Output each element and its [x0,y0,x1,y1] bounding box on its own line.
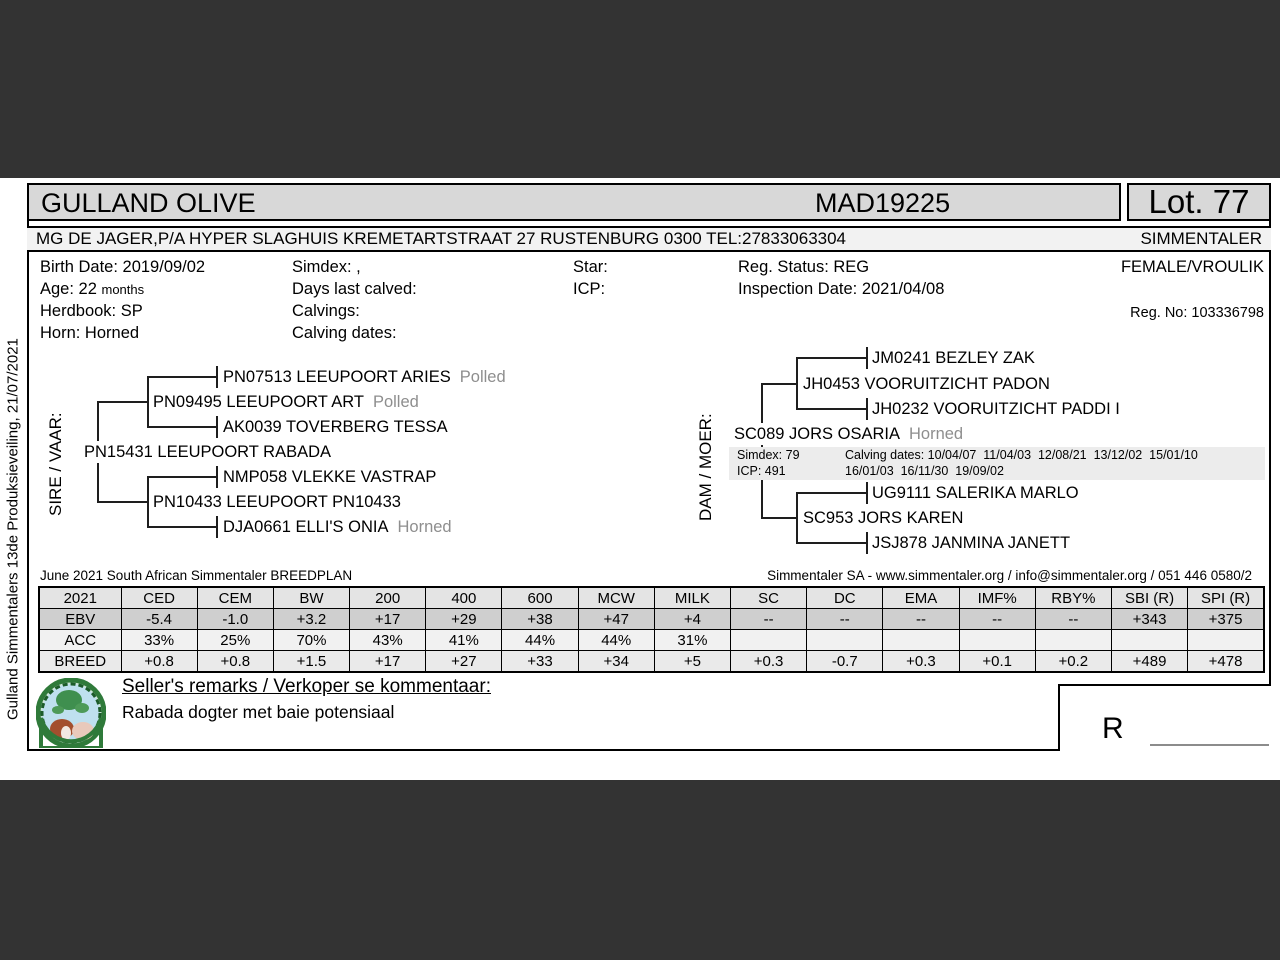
breedplan-value-cell: 25% [197,630,273,651]
breedplan-value-cell: 70% [273,630,349,651]
pedigree-line [216,416,218,438]
dam-label: DAM / MOER: [696,413,715,521]
pedigree-line [796,492,866,494]
reg-status: Reg. Status: REG [738,258,870,276]
pedigree-line [147,426,217,428]
sire-gd-sire-name: NMP058 VLEKKE VASTRAP [223,466,440,488]
price-box-left-border [1058,684,1060,751]
pedigree-line [866,532,868,554]
breedplan-value-cell: +0.3 [731,651,807,673]
seller-address-strip [27,226,1271,252]
simmentaler-contact-caption: Simmentaler SA - www.simmentaler.org / info@simmentaler.org / 051 446 0580/2 [767,568,1252,583]
birth-date: Birth Date: 2019/09/02 [40,258,206,276]
breedplan-value-cell: +47 [578,609,654,630]
pedigree-line [796,408,866,410]
breed-name: SIMMENTALER [1140,229,1262,248]
breedplan-value-cell: -- [959,609,1035,630]
polled-tag: Polled [459,368,506,386]
pedigree-line [866,347,868,369]
dam-gd-dam-name: JSJ878 JANMINA JANETT [872,532,1074,554]
pedigree-line [147,376,217,378]
breedplan-value-cell [883,630,959,651]
sire-ggs-name: PN07513 LEEUPOORT ARIES Polled [223,366,510,388]
pedigree-line [866,482,868,504]
breedplan-value-cell: +38 [502,609,578,630]
breedplan-value-cell: +3.2 [273,609,349,630]
breedplan-col-header: SPI (R) [1188,587,1264,609]
seller-address: MG DE JAGER,P/A HYPER SLAGHUIS KREMETARTSTRAAT 27 RUSTENBURG 0300 TEL:27833063304 [36,229,847,248]
breedplan-value-cell: +0.1 [959,651,1035,673]
dam-gs-dam-name: JH0232 VOORUITZICHT PADDI I [872,398,1124,420]
sire-gd-dam-name: DJA0661 ELLI'S ONIA Horned [223,516,456,538]
dam-calving-dates-line1: Calving dates: 10/04/07 11/04/03 12/08/21 13/12/02 15/01/10 [845,448,1198,462]
breedplan-value-cell: +0.2 [1035,651,1111,673]
horn-status: Horn: Horned [40,324,140,342]
breedplan-col-header: 600 [502,587,578,609]
days-last-calved: Days last calved: [292,280,417,298]
top-background-band [0,0,1280,178]
pedigree-line [216,466,218,488]
dam-calving-dates-line2: 16/01/03 16/11/30 19/09/02 [845,464,1004,478]
breedplan-row-acc [39,630,1264,651]
pedigree-line [216,516,218,538]
breedplan-value-cell: -- [807,609,883,630]
breedplan-col-header: IMF% [959,587,1035,609]
price-currency-label: R [1102,712,1124,745]
breedplan-value-cell [1035,630,1111,651]
breedplan-value-cell: -- [1035,609,1111,630]
breedplan-value-cell [1111,630,1187,651]
dam-gd-name: SC953 JORS KAREN [803,507,967,529]
breedplan-row-label: EBV [39,609,121,630]
pedigree-line [866,398,868,420]
sire-gd-name: PN10433 LEEUPOORT PN10433 [153,491,405,513]
main-box-bottom-border [27,749,1060,751]
breedplan-value-cell: +343 [1111,609,1187,630]
dam-breeding-info-box [729,447,1265,480]
breedplan-value-cell: -5.4 [121,609,197,630]
pedigree-line [147,526,217,528]
sire-gs-name: PN09495 LEEUPOORT ART Polled [153,391,423,413]
inspection-date: Inspection Date: 2021/04/08 [738,280,945,298]
price-entry-line [1150,744,1269,746]
simmentaler-sa-logo-icon [36,678,106,748]
breedplan-col-header: RBY% [1035,587,1111,609]
breedplan-value-cell: 43% [350,630,426,651]
breedplan-year-header: 2021 [39,587,121,609]
pedigree-line [147,476,149,528]
sire-label: SIRE / VAAR: [46,412,65,516]
main-box-right-border [1269,183,1271,685]
dam-name: SC089 JORS OSARIA Horned [734,423,967,445]
main-box-left-border [27,183,29,751]
breedplan-value-cell: +17 [350,609,426,630]
sire-name: PN15431 LEEUPOORT RABADA [84,441,335,463]
breedplan-col-header: SBI (R) [1111,587,1187,609]
breedplan-value-cell: +29 [426,609,502,630]
breedplan-value-cell [731,630,807,651]
price-box-top-border [1058,684,1271,686]
breedplan-value-cell: -- [883,609,959,630]
dam-icp: ICP: 491 [737,464,786,478]
breedplan-value-cell: 31% [654,630,730,651]
breedplan-row-ebv [39,609,1264,630]
pedigree-line [796,492,798,544]
polled-tag: Polled [372,393,419,411]
pedigree-line [761,383,796,385]
dam-simdex: Simdex: 79 [737,448,800,462]
animal-id: MAD19225 [815,188,951,218]
breedplan-value-cell: +0.3 [883,651,959,673]
breedplan-col-header: SC [731,587,807,609]
breedplan-value-cell: +489 [1111,651,1187,673]
simdex: Simdex: , [292,258,361,276]
pedigree-line [97,501,147,503]
animal-header-box [27,183,1121,221]
sire-ggd-name: AK0039 TOVERBERG TESSA [223,416,452,438]
dam-gs-name: JH0453 VOORUITZICHT PADON [803,373,1054,395]
breedplan-value-cell: -1.0 [197,609,273,630]
breedplan-value-cell: +33 [502,651,578,673]
breedplan-col-header: MILK [654,587,730,609]
breedplan-value-cell: +478 [1188,651,1264,673]
breedplan-value-cell: 41% [426,630,502,651]
breedplan-col-header: 400 [426,587,502,609]
horned-tag: Horned [397,518,452,536]
pedigree-line [796,357,798,410]
icp: ICP: [573,280,606,298]
breedplan-value-cell [807,630,883,651]
breedplan-value-cell [959,630,1035,651]
breedplan-col-header: EMA [883,587,959,609]
breedplan-value-cell: +34 [578,651,654,673]
breedplan-value-cell: -- [731,609,807,630]
pedigree-line [147,376,149,428]
breedplan-col-header: CED [121,587,197,609]
breedplan-value-cell: 44% [578,630,654,651]
lot-number-box [1127,183,1271,221]
breedplan-table [38,586,1265,673]
seller-remarks-text: Rabada dogter met baie potensiaal [122,702,395,722]
age: Age: 22 months [40,280,145,298]
breedplan-value-cell: 33% [121,630,197,651]
sale-edition-vertical-text: Gulland Simmentalers 13de Produksieveiling, 21/07/2021 [4,338,22,720]
breedplan-col-header: DC [807,587,883,609]
dam-gd-sire-name: UG9111 SALERIKA MARLO [872,482,1083,504]
star: Star: [573,258,608,276]
sex: FEMALE/VROULIK [1120,258,1264,276]
breedplan-value-cell: +17 [350,651,426,673]
breedplan-col-header: BW [273,587,349,609]
breedplan-row-label: BREED [39,651,121,673]
pedigree-line [216,366,218,388]
pedigree-line [147,476,217,478]
breedplan-caption: June 2021 South African Simmentaler BREEDPLAN [40,568,353,583]
breedplan-row-label: ACC [39,630,121,651]
breedplan-value-cell: +375 [1188,609,1264,630]
breedplan-value-cell: +27 [426,651,502,673]
horned-tag: Horned [908,425,964,443]
breedplan-value-cell: -0.7 [807,651,883,673]
animal-name: GULLAND OLIVE [41,188,256,218]
seller-remarks-heading: Seller's remarks / Verkoper se kommentaar: [122,676,491,697]
breedplan-col-header: MCW [578,587,654,609]
lot-number: Lot. 77 [1148,183,1250,220]
breedplan-value-cell: +1.5 [273,651,349,673]
pedigree-line [97,401,147,403]
herdbook: Herdbook: SP [40,302,143,320]
breedplan-value-cell: +5 [654,651,730,673]
dam-gs-sire-name: JM0241 BEZLEY ZAK [872,347,1039,369]
breedplan-value-cell: +0.8 [121,651,197,673]
calvings: Calvings: [292,302,360,320]
breedplan-col-header: 200 [350,587,426,609]
breedplan-col-header: CEM [197,587,273,609]
breedplan-value-cell: 44% [502,630,578,651]
breedplan-value-cell: +4 [654,609,730,630]
pedigree-line [796,357,866,359]
calving-dates: Calving dates: [292,324,397,342]
pedigree-line [761,517,796,519]
bottom-background-band [0,780,1280,960]
breedplan-row-breed [39,651,1264,673]
breedplan-value-cell: +0.8 [197,651,273,673]
reg-no: Reg. No: 103336798 [1130,305,1264,321]
breedplan-value-cell [1188,630,1264,651]
pedigree-line [796,542,866,544]
